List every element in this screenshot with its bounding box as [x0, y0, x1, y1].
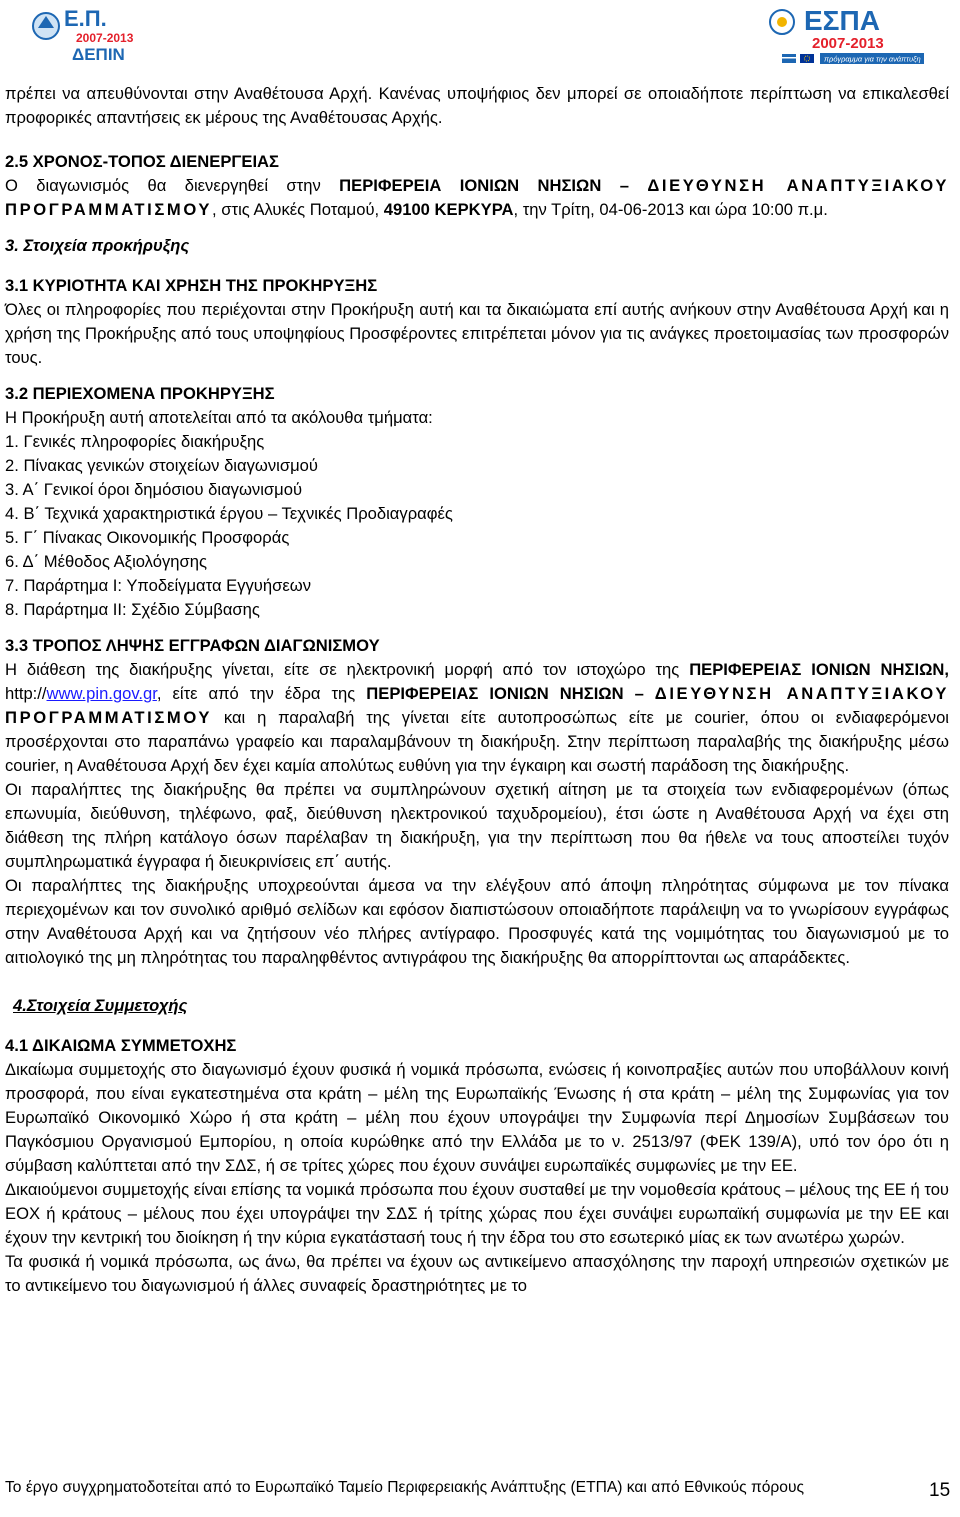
- document-body: [5, 82, 949, 1298]
- list-item: 4. Β΄ Τεχνικά χαρακτηριστικά έργου – Τεχνικές Προδιαγραφές: [5, 504, 453, 523]
- list-item: 5. Γ΄ Πίνακας Οικονομικής Προσφοράς: [5, 528, 290, 547]
- s25-bold-1: ΠΕΡΙΦΕΡΕΙΑ ΙΟΝΙΩΝ ΝΗΣΙΩΝ –: [339, 176, 648, 195]
- section-3-2-heading: 3.2 ΠΕΡΙΕΧΟΜΕΝΑ ΠΡΟΚΗΡΥΞΗΣ: [5, 384, 275, 403]
- s25-text-3: , την Τρίτη, 04-06-2013 και ώρα 10:00 π.μ.: [513, 200, 828, 219]
- section-3-2-text: Η Προκήρυξη αυτή αποτελείται από τα ακόλουθα τμήματα:: [5, 408, 433, 427]
- s33-bold-2: ΠΕΡΙΦΕΡΕΙΑΣ ΙΟΝΙΩΝ ΝΗΣΙΩΝ –: [366, 684, 655, 703]
- list-item: 7. Παράρτημα Ι: Υποδείγματα Εγγυήσεων: [5, 576, 312, 595]
- page-number: 15: [929, 1480, 951, 1501]
- section-4-heading: 4.Στοιχεία Συμμετοχής: [13, 996, 188, 1015]
- section-3-3-paragraph-2: Οι παραλήπτες της διακήρυξης θα πρέπει να συμπληρώνουν σχετική αίτηση με τα στοιχεία των ενδιαφερομένων (όπως επωνυμία, διεύθυνση, τηλέφωνο, φαξ, διεύθυνση ηλεκτρονικού ταχυδρομείου), έτσι ώστε η Αναθέτουσα Αρχή να έχει στη διάθεση της πλήρη κατάλογο όσων παρέλαβαν τη διακήρυξη, για την περίπτωση που θα ήθελε να τους αποστείλει τυχόν συμπληρωματικά έγγραφα ή διευκρινίσεις επ΄ αυτής.: [5, 780, 949, 871]
- logo-left-line2: 2007-2013: [76, 31, 134, 45]
- logo-left-line3: ΔΕΠΙΝ: [72, 45, 125, 64]
- s33-text-2: http://: [5, 684, 47, 703]
- logo-left-line1: Ε.Π.: [64, 6, 107, 31]
- section-3-1: [5, 274, 949, 370]
- section-3-3-paragraph-3: Οι παραλήπτες της διακήρυξης υποχρεούνται άμεσα να την ελέγξουν από άποψη πληρότητας σύμφωνα με τον πίνακα περιεχομένων και τον συνολικό αριθμό σελίδων και εφόσον διαπιστώσουν οποιαδήποτε παράλειψη να το γνωρίσουν εγγράφως στην Αναθέτουσα Αρχή και να ζητήσουν νέο πλήρες αντίγραφο. Προσφυγές κατά της νομιμότητας του διαγωνισμού με το αιτιολογικό της μη πληρότητας του παραληφθέντος αντιγράφου της διακήρυξης θα απορρίπτονται ως απαράδεκτες.: [5, 876, 949, 967]
- section-4-1-paragraph-1: Δικαίωμα συμμετοχής στο διαγωνισμό έχουν φυσικά ή νομικά πρόσωπα, ενώσεις ή κοινοπραξίες αυτών που υποβάλλουν κοινή προσφορά, που είναι εγκατεστημένα στα κράτη – μέλη της Ευρωπαϊκής Ένωσης ή στα κράτη – μέλη της Συμφωνίας για τον Ευρωπαϊκό Οικονομικό Χώρο ή στα κράτη – μέλη που έχουν υπογράψει την Συμφωνία περί Δημοσίων Συμβάσεων του Παγκόσμιου Οργανισμού Εμπορίου, η οποία κυρώθηκε από την Ελλάδα με το ν. 2513/97 (ΦΕΚ 139/Α), υπό τον όρο ότι η σύμβαση καλύπτεται από την ΣΔΣ, ή σε τρίτες χώρες που έχουν συνάψει ευρωπαϊκές συμφωνίες με την ΕΕ.: [5, 1060, 949, 1175]
- s33-text-1: Η διάθεση της διακήρυξης γίνεται, είτε σε ηλεκτρονική μορφή από τον ιστοχώρο της: [5, 660, 690, 679]
- section-3-2: [5, 382, 949, 622]
- section-4-1-heading: 4.1 ΔΙΚΑΙΩΜΑ ΣΥΜΜΕΤΟΧΗΣ: [5, 1036, 237, 1055]
- s33-text-3: , είτε από την έδρα της: [156, 684, 367, 703]
- list-item: 8. Παράρτημα ΙΙ: Σχέδιο Σύμβασης: [5, 600, 260, 619]
- ep-2007-2013-depin-logo: [32, 4, 152, 64]
- logo-right-line1: ΕΣΠΑ: [804, 5, 880, 36]
- list-item: 2. Πίνακας γενικών στοιχείων διαγωνισμού: [5, 456, 318, 475]
- section-3-heading: 3. Στοιχεία προκήρυξης: [5, 236, 190, 255]
- s33-text-4: και η παραλαβή της γίνεται είτε αυτοπροσώπως είτε με courier, όπου οι ενδιαφερόμενοι προσέρχονται στο παραπάνω γραφείο και παραλαμβάνουν τη διακήρυξη. Στην περίπτωση παραλαβής της διακήρυξης μέσω courier, η Αναθέτουσα Αρχή δεν έχει καμία απολύτως ευθύνη για την έγκαιρη και σωστή παράδοση της διακήρυξης.: [5, 708, 949, 775]
- list-item: 6. Δ΄ Μέθοδος Αξιολόγησης: [5, 552, 207, 571]
- list-item: 3. Α΄ Γενικοί όροι δημόσιου διαγωνισμού: [5, 480, 303, 499]
- intro-paragraph: πρέπει να απευθύνονται στην Αναθέτουσα Αρχή. Κανένας υποψήφιος δεν μπορεί σε οποιαδήποτε περίπτωση να επικαλεσθεί προφορικές απαντήσεις εκ μέρους της Αναθέτουσας Αρχής.: [5, 84, 949, 127]
- espa-2007-2013-logo: [768, 4, 928, 66]
- s25-text-2: , στις Αλυκές Ποταμού,: [212, 200, 384, 219]
- logo-right-line2: 2007-2013: [812, 35, 884, 52]
- logo-right-tagline: πρόγραμμα για την ανάπτυξη: [824, 54, 921, 64]
- website-link[interactable]: www.pin.gov.gr: [46, 684, 157, 703]
- section-4-1-paragraph-2: Δικαιούμενοι συμμετοχής είναι επίσης τα νομικά πρόσωπα που έχουν συσταθεί με την νομοθεσία κράτους – μέλους της ΕΕ ή του ΕΟΧ ή κράτους – μέλους που έχει υπογράψει την ΣΔΣ ή τρίτης χώρας που έχει συνάψει ευρωπαϊκή συμφωνία με την ΕΕ και έχουν την κεντρική του διοίκηση ή την κύρια εγκατάστασή τους ή την έδρα του στο εσωτερικό μίας εκ των ανωτέρω χωρών.: [5, 1180, 949, 1247]
- section-3-3-heading: 3.3 ΤΡΟΠΟΣ ΛΗΨΗΣ ΕΓΓΡΑΦΩΝ ΔΙΑΓΩΝΙΣΜΟΥ: [5, 636, 380, 655]
- section-4-1: [5, 1034, 949, 1298]
- s25-bold-2: ΔΙΕΥΘΥΝΣΗ ΑΝΑΠΤΥΞΙΑΚΟΥ ΠΡΟΓΡΑΜΜΑΤΙΣΜΟΥ: [5, 176, 949, 219]
- list-item: 1. Γενικές πληροφορίες διακήρυξης: [5, 432, 265, 451]
- section-3-1-heading: 3.1 ΚΥΡΙΟΤΗΤΑ ΚΑΙ ΧΡΗΣΗ ΤΗΣ ΠΡΟΚΗΡΥΞΗΣ: [5, 276, 378, 295]
- section-2-5-heading: 2.5 ΧΡΟΝΟΣ-ΤΟΠΟΣ ΔΙΕΝΕΡΓΕΙΑΣ: [5, 152, 279, 171]
- section-2-5-text: [5, 174, 949, 222]
- section-3-3: [5, 634, 949, 970]
- contents-list: [5, 430, 949, 622]
- s33-bold-3: ΔΙΕΥΘΥΝΣΗ ΑΝΑΠΤΥΞΙΑΚΟΥ ΠΡΟΓΡΑΜΜΑΤΙΣΜΟΥ: [5, 684, 949, 727]
- s25-text-1: Ο διαγωνισμός θα διενεργηθεί στην: [5, 176, 340, 195]
- section-3-3-paragraph-1: [5, 658, 949, 778]
- eu-flag-icon: [800, 54, 814, 63]
- s33-bold-1: ΠΕΡΙΦΕΡΕΙΑΣ ΙΟΝΙΩΝ ΝΗΣΙΩΝ,: [689, 660, 949, 679]
- section-3-1-text: Όλες οι πληροφορίες που περιέχονται στην Προκήρυξη αυτή και τα δικαιώματα επί αυτής ανήκουν στην Αναθέτουσα Αρχή και η χρήση της Προκήρυξης από τους υποψηφίους Προσφέροντες επιτρέπεται μόνον για τις ανάγκες προετοιμασίας των προσφορών τους.: [5, 300, 949, 367]
- footer-text: Το έργο συγχρηματοδοτείται από το Ευρωπαϊκό Ταμείο Περιφερειακής Ανάπτυξης (ΕΤΠΑ) και από Εθνικούς πόρους: [5, 1479, 805, 1496]
- section-2-5: [5, 150, 949, 222]
- s25-bold-3: 49100 ΚΕΡΚΥΡΑ: [383, 200, 514, 219]
- section-4-1-paragraph-3: Τα φυσικά ή νομικά πρόσωπα, ως άνω, θα πρέπει να έχουν ως αντικείμενο απασχόλησης την παροχή υπηρεσιών σχετικών με το αντικείμενο του διαγωνισμού ή άλλες συναφείς δραστηριότητες με το: [5, 1252, 949, 1295]
